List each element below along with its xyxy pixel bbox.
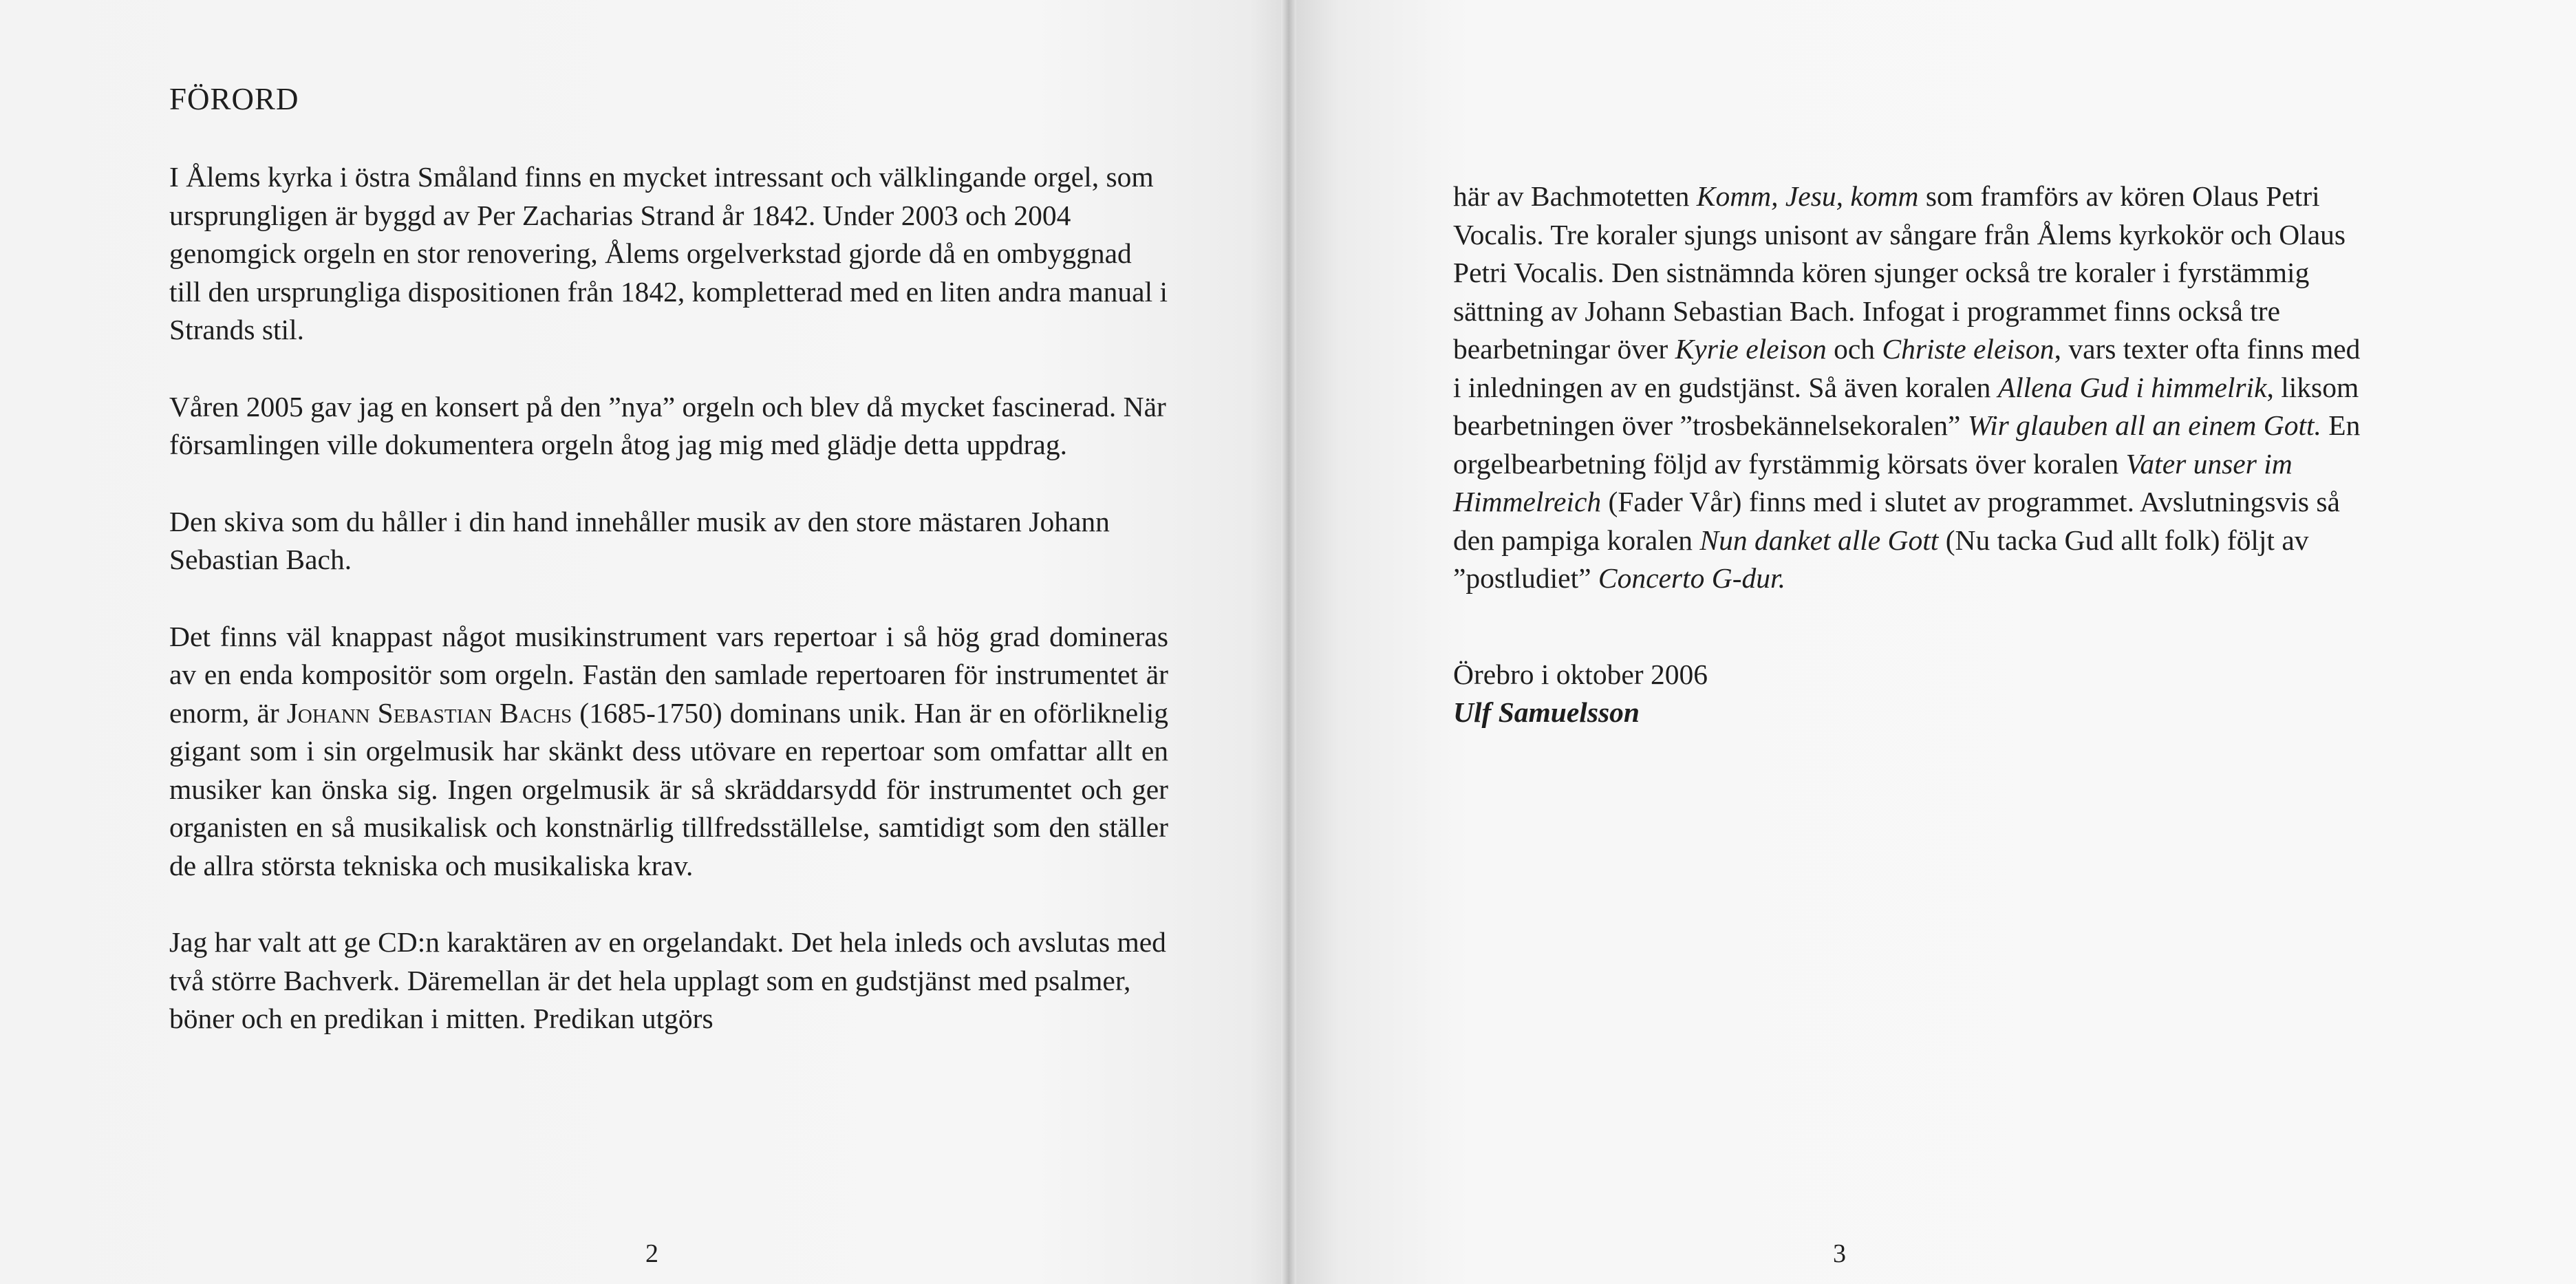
paragraph-cd-character: Jag har valt att ge CD:n karaktären av en orgelandakt. Det hela inleds och avslutas med två större Bachverk. Däremellan är det hela upplagt som en gudstjänst med psalmer, böner och en predikan i mitten. Predikan utgörs — [169, 926, 1166, 1034]
page-number-left: 2 — [645, 1239, 658, 1268]
program-text-4: , vars texter ofta finns med i inledningen av en gudstjänst. Så även koralen — [1453, 333, 2361, 403]
program-text-3: och — [1826, 333, 1882, 365]
book-gutter — [1281, 0, 1296, 1284]
paragraph-disc-contents: Den skiva som du håller i din hand innehåller musik av den store mästaren Johann Sebastian Bach. — [169, 505, 1110, 575]
title-christe: Christe eleison — [1882, 333, 2054, 365]
title-wir-glauben: Wir glauben all an einem Gott. — [1967, 409, 2321, 441]
program-text-7: (Fader Vår) finns med i slutet av programmet. Avslutningsvis så den pampiga koralen — [1453, 486, 2340, 556]
paragraph-organ-history: I Ålems kyrka i östra Småland finns en mycket intressant och välklingande orgel, som ursprungligen är byggd av Per Zacharias Strand år 1842. Under 2003 och 2004 genomgick orgeln en stor renovering, Ålems orgelverkstad gjorde då en ombyggnad till den ursprungliga dispositionen från 1842, kompletterad med en liten andra manual i Strands stil. — [169, 161, 1168, 345]
bach-text-after: (1685-1750) dominans unik. Han är en oförliknelig gigant som i sin orgelmusik har skänkt dess utövare en repertoar som omfattar allt en musiker kan önska sig. Ingen orgelmusik är så skräddarsydd för instrumentet och ger organisten en så musikalisk och konstnärlig tillfredsställelse, samtidigt som den ställer de allra största tekniska och musikaliska krav. — [169, 696, 1168, 881]
program-text-2: som framförs av kören Olaus Petri Vocalis. Tre koraler sjungs unisont av sångare från Ålems kyrkokör och Olaus Petri Vocalis. Den sistnämnda kören sjunger också tre koraler i fyrstämmig sättning av Johann Sebastian Bach. Infogat i programmet finns också tre bearbetningar över — [1453, 180, 2346, 365]
title-komm-jesu: Komm, Jesu, komm — [1696, 180, 1919, 212]
program-text-5: , liksom bearbetningen över ”trosbekännelsekoralen” — [1453, 371, 2359, 441]
left-page-content — [169, 81, 1168, 1077]
title-kyrie: Kyrie eleison — [1675, 333, 1827, 365]
paragraph-program — [1453, 178, 2375, 598]
title-nun-danket: Nun danket alle Gott — [1699, 524, 1939, 556]
paragraph-bach-repertoire — [169, 618, 1168, 886]
paragraph-concert: Våren 2005 gav jag en konsert på den ”nya” orgeln och blev då mycket fascinerad. När församlingen ville dokumentera orgeln åtog jag mig med glädje detta uppdrag. — [169, 390, 1166, 460]
title-concerto: Concerto G-dur. — [1598, 562, 1785, 594]
title-allena-gud: Allena Gud i himmelrik — [1997, 371, 2267, 403]
signature-author: Ulf Samuelsson — [1453, 696, 1640, 728]
right-page-content — [1453, 178, 2375, 732]
right-page — [1288, 0, 2576, 1284]
bach-name: Johann Sebastian Bachs — [286, 696, 572, 729]
page-number-right: 3 — [1833, 1239, 1846, 1268]
page-heading: FÖRORD — [169, 82, 299, 116]
signature-place-date: Örebro i oktober 2006 — [1453, 658, 1708, 690]
bach-text-before: Det finns väl knappast något musikinstrument vars repertoar i så hög grad domineras av en enda kompositör som orgeln. Fastän den samlade repertoaren för instrumentet är enorm, är — [169, 620, 1168, 729]
program-text-1: här av Bachmotetten — [1453, 180, 1697, 212]
title-vater-unser: Vater unser im Himmelreich — [1453, 447, 2293, 517]
program-text-8: (Nu tacka Gud allt folk) följt av ”postludiet” — [1453, 524, 2309, 594]
program-text-6: En orgelbearbetning följd av fyrstämmig körsats över koralen — [1453, 409, 2361, 480]
